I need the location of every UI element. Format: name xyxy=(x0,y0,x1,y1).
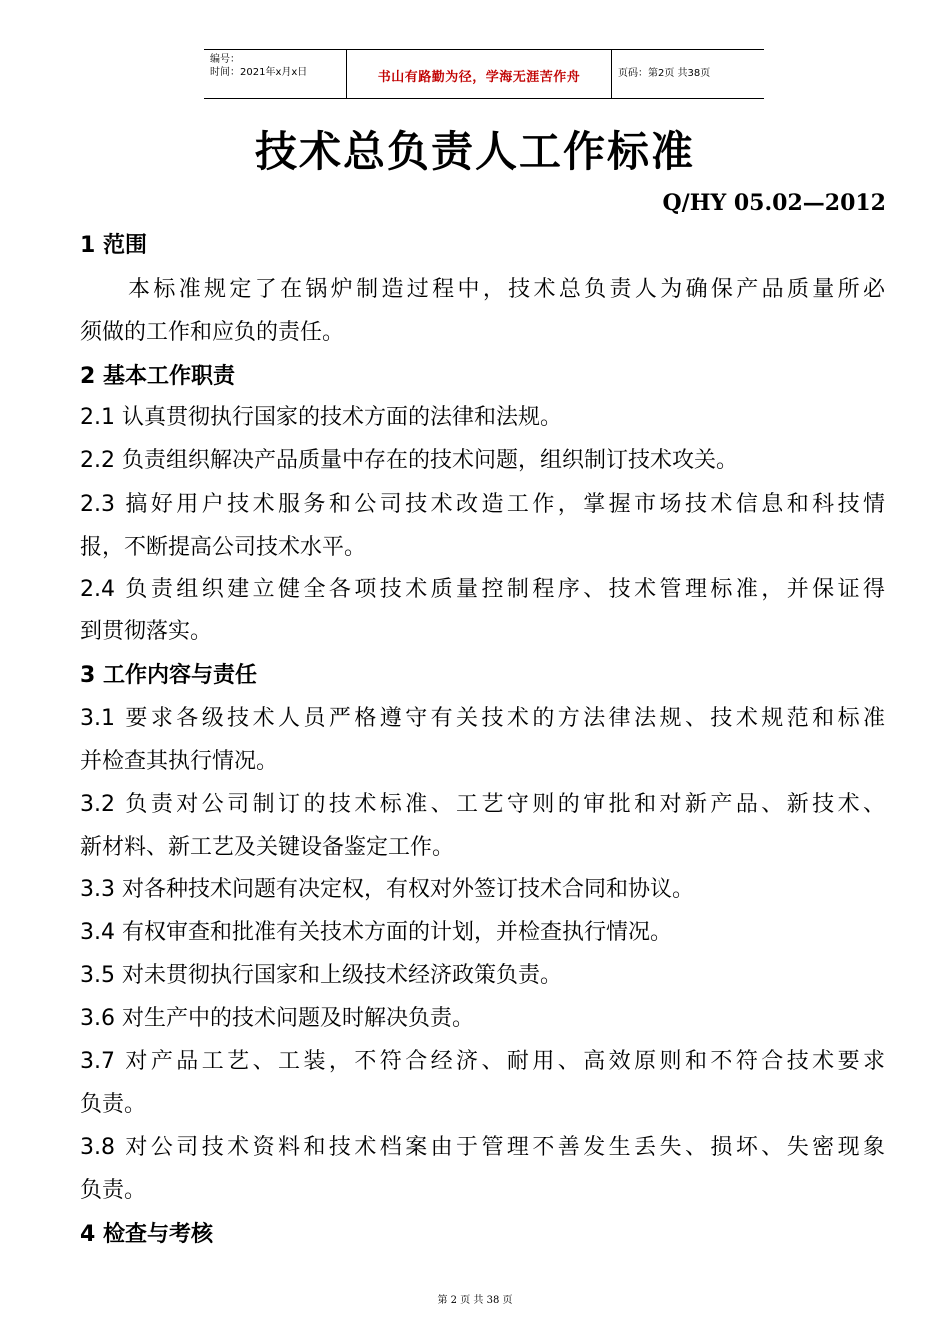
paragraph-line: 本标准规定了在锅炉制造过程中，技术总负责人为确保产品质量所必 xyxy=(128,277,885,302)
clause-line: 新材料、新工艺及关键设备鉴定工作。 xyxy=(80,835,455,860)
header-page-cell xyxy=(612,50,764,98)
page-label: 页码：第2页 共38页 xyxy=(618,68,711,79)
clause-line: 3.8 对公司技术资料和技术档案由于管理不善发生丢失、损坏、失密现象 xyxy=(80,1135,885,1160)
number-label: 编号： xyxy=(210,54,240,65)
section-heading: 2 基本工作职责 xyxy=(80,364,235,389)
header-motto-cell xyxy=(347,50,612,98)
header-meta-cell xyxy=(204,50,347,98)
document-title: 技术总负责人工作标准 xyxy=(254,127,695,176)
section-heading: 3 工作内容与责任 xyxy=(80,663,257,688)
clause-line: 负责。 xyxy=(80,1178,147,1203)
clause-line: 2.3 搞好用户技术服务和公司技术改造工作，掌握市场技术信息和科技情 xyxy=(80,492,885,517)
clause-line: 3.1 要求各级技术人员严格遵守有关技术的方法律法规、技术规范和标准 xyxy=(80,706,885,731)
section-heading: 4 检查与考核 xyxy=(80,1222,213,1247)
clause-line: 3.2 负责对公司制订的技术标准、工艺守则的审批和对新产品、新技术、 xyxy=(80,792,885,817)
section-heading: 1 范围 xyxy=(80,233,147,258)
clause-line: 3.7 对产品工艺、工装，不符合经济、耐用、高效原则和不符合技术要求 xyxy=(80,1049,885,1074)
clause-line: 3.6 对生产中的技术问题及时解决负责。 xyxy=(80,1006,474,1031)
page-header xyxy=(204,49,764,99)
time-label: 时间：2021年x月x日 xyxy=(210,67,308,78)
clause-line: 2.1 认真贯彻执行国家的技术方面的法律和法规。 xyxy=(80,405,562,430)
clause-line: 2.4 负责组织建立健全各项技术质量控制程序、技术管理标准，并保证得 xyxy=(80,577,885,602)
clause-line: 3.5 对未贯彻执行国家和上级技术经济政策负责。 xyxy=(80,963,562,988)
clause-line: 并检查其执行情况。 xyxy=(80,749,279,774)
clause-line: 3.3 对各种技术问题有决定权，有权对外签订技术合同和协议。 xyxy=(80,877,694,902)
clause-line: 2.2 负责组织解决产品质量中存在的技术问题，组织制订技术攻关。 xyxy=(80,448,738,473)
clause-line: 负责。 xyxy=(80,1092,147,1117)
clause-line: 3.4 有权审查和批准有关技术方面的计划，并检查执行情况。 xyxy=(80,920,672,945)
paragraph-line: 须做的工作和应负的责任。 xyxy=(80,320,345,345)
motto: 书山有路勤为径，学海无涯苦作舟 xyxy=(377,70,581,85)
clause-line: 到贯彻落实。 xyxy=(80,619,213,644)
page-footer: 第 2 页 共 38 页 xyxy=(437,1295,513,1306)
clause-line: 报，不断提高公司技术水平。 xyxy=(80,535,367,560)
standard-code: Q/HY 05.02—2012 xyxy=(662,190,886,216)
